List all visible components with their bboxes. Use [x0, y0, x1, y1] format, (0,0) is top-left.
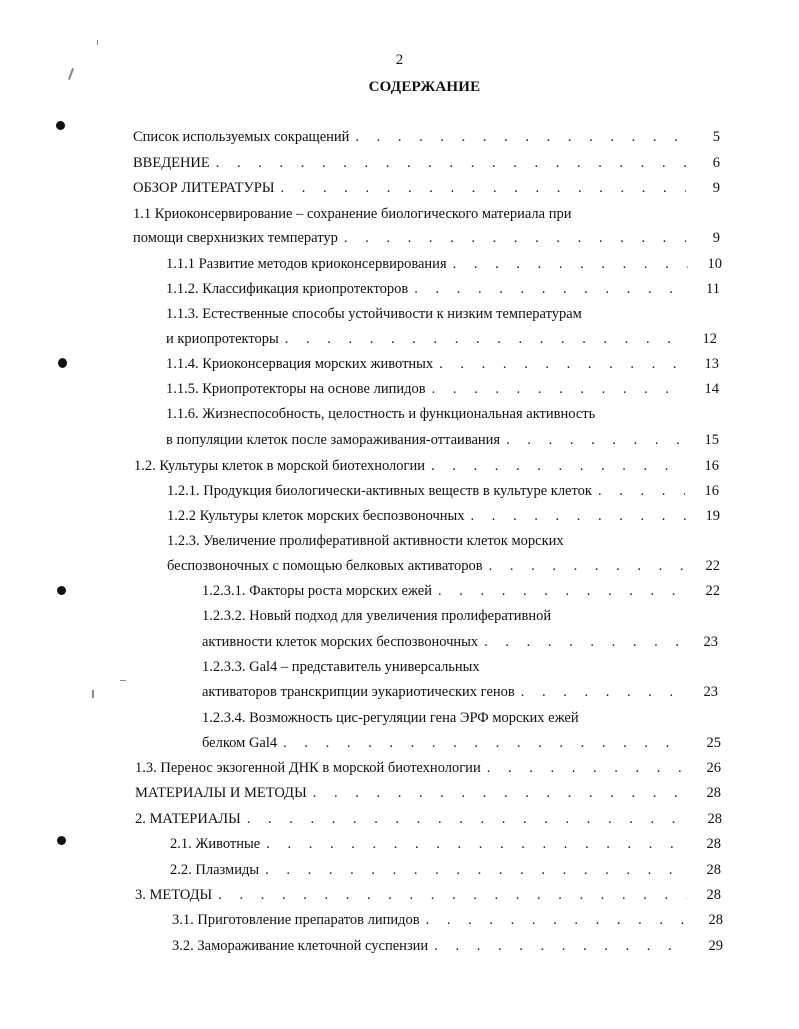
toc-entry	[167, 481, 719, 501]
toc-entry	[170, 860, 721, 880]
entry-first-line: 1.2.3.4. Возможность цис-регуляции гена ЭРФ морских ежей	[202, 710, 579, 726]
entry-page: 15	[704, 432, 719, 448]
dot-leader	[218, 885, 687, 905]
dot-leader	[216, 153, 686, 173]
punch-hole-mark	[58, 358, 67, 368]
entry-text: 1.1.2. Классификация криопротекторов	[166, 281, 409, 297]
dot-leader	[439, 354, 685, 374]
toc-entry	[133, 228, 720, 248]
entry-page: 28	[707, 811, 722, 827]
dot-leader	[521, 682, 684, 702]
toc-entry	[167, 556, 720, 576]
entry-page: 14	[704, 381, 719, 397]
entry-first-line: 1.1.6. Жизнеспособность, целостность и функциональная активность	[166, 406, 596, 422]
toc-entry	[172, 936, 723, 956]
entry-page: 28	[706, 887, 721, 903]
toc-entry	[133, 178, 720, 198]
dot-leader	[438, 581, 686, 601]
entry-page: 23	[703, 684, 718, 700]
toc-entry	[202, 733, 721, 753]
toc-entry	[134, 456, 719, 476]
toc-entry	[133, 127, 720, 147]
dot-leader	[265, 860, 687, 880]
entry-text: и криопротекторы	[166, 331, 279, 347]
entry-text: МАТЕРИАЛЫ И МЕТОДЫ	[135, 785, 307, 801]
dot-leader	[506, 430, 685, 450]
entry-first-line: 1.2.3.3. Gal4 – представитель универсальных	[202, 659, 480, 675]
toc-entry	[166, 379, 719, 399]
entry-first-line: 1.2.3. Увеличение пролиферативной активности клеток морских	[167, 533, 564, 549]
dot-leader	[489, 556, 686, 576]
entry-page: 28	[706, 785, 721, 801]
entry-text: 1.1.1 Развитие методов криоконсервирования	[166, 256, 447, 272]
dot-leader	[453, 254, 688, 274]
entry-page: 10	[707, 256, 722, 272]
punch-hole-mark	[56, 121, 65, 130]
entry-text: Список используемых сокращений	[133, 129, 350, 145]
dot-leader	[426, 910, 689, 930]
dot-leader	[471, 506, 686, 526]
toc-title: СОДЕРЖАНИЕ	[368, 79, 481, 95]
entry-text: в популяции клеток после замораживания-оттаивания	[166, 432, 501, 448]
entry-text: 1.2.2 Культуры клеток морских беспозвоночных	[167, 508, 465, 524]
toc-entry	[133, 153, 720, 173]
toc-entry	[135, 885, 721, 905]
dot-leader	[285, 329, 683, 349]
toc-entry	[166, 354, 719, 374]
entry-page: 13	[704, 356, 719, 372]
toc-entry	[167, 506, 720, 526]
entry-text: активаторов транскрипции эукариотических генов	[202, 684, 515, 700]
entry-text: 1.1.4. Криоконсервация морских животных	[166, 356, 434, 372]
toc-entry	[135, 783, 721, 803]
toc-entry	[170, 834, 721, 854]
entry-text: 1.2.1. Продукция биологически-активных веществ в культуре клеток	[167, 483, 592, 499]
entry-first-line: 1.1 Криоконсервирование – сохранение биологического материала при	[133, 206, 572, 222]
entry-page: 22	[705, 558, 720, 574]
dot-leader	[484, 632, 684, 652]
entry-text: помощи сверхнизких температур	[133, 230, 338, 246]
entry-page: 23	[703, 634, 718, 650]
toc-entry	[172, 910, 723, 930]
entry-text: 1.2.3.1. Факторы роста морских ежей	[202, 583, 433, 599]
entry-text: активности клеток морских беспозвоночных	[202, 634, 479, 650]
dot-leader	[247, 809, 688, 829]
toc-entry	[166, 279, 720, 299]
dot-leader	[432, 379, 685, 399]
entry-page: 12	[702, 331, 717, 347]
entry-page: 9	[712, 180, 720, 196]
entry-page: 28	[706, 836, 721, 852]
entry-first-line: 1.2.3.2. Новый подход для увеличения пролиферативной	[202, 608, 552, 624]
dot-leader	[487, 758, 687, 778]
toc-entry	[135, 809, 722, 829]
dot-leader	[266, 834, 687, 854]
dot-leader	[431, 456, 685, 476]
dot-leader	[313, 783, 687, 803]
entry-text: 2.2. Плазмиды	[170, 862, 260, 878]
scan-mark	[97, 40, 98, 45]
toc-entry	[166, 254, 722, 274]
punch-hole-mark	[57, 836, 66, 845]
entry-text: 3.1. Приготовление препаратов липидов	[172, 912, 420, 928]
entry-page: 9	[712, 230, 720, 246]
entry-text: ОБЗОР ЛИТЕРАТУРЫ	[133, 180, 275, 196]
entry-page: 26	[706, 760, 721, 776]
entry-text: 3.2. Замораживание клеточной суспензии	[172, 938, 429, 954]
dot-leader	[280, 178, 686, 198]
toc-entry	[202, 581, 720, 601]
page-number: 2	[395, 52, 404, 68]
dot-leader	[355, 127, 686, 147]
dot-leader	[283, 733, 687, 753]
entry-page: 25	[706, 735, 721, 751]
dot-leader	[344, 228, 686, 248]
toc-entry	[166, 329, 717, 349]
entry-page: 28	[708, 912, 723, 928]
punch-hole-mark	[57, 586, 66, 595]
dot-leader	[414, 279, 686, 299]
entry-text: 2. МАТЕРИАЛЫ	[135, 811, 241, 827]
toc-entry	[135, 758, 721, 778]
entry-page: 29	[708, 938, 723, 954]
entry-text: 3. МЕТОДЫ	[135, 887, 213, 903]
entry-text: 1.2. Культуры клеток в морской биотехнологии	[134, 458, 425, 474]
entry-text: ВВЕДЕНИЕ	[133, 155, 210, 171]
entry-text: беспозвоночных с помощью белковых активаторов	[167, 558, 483, 574]
scan-mark	[120, 680, 126, 681]
toc-entry	[202, 632, 718, 652]
toc-entry	[166, 430, 719, 450]
entry-page: 5	[712, 129, 720, 145]
entry-page: 28	[706, 862, 721, 878]
dot-leader	[598, 481, 685, 501]
entry-page: 19	[705, 508, 720, 524]
scan-mark	[92, 690, 94, 698]
entry-page: 11	[706, 281, 720, 297]
entry-page: 16	[704, 483, 719, 499]
dot-leader	[434, 936, 689, 956]
entry-first-line: 1.1.3. Естественные способы устойчивости к низким температурам	[166, 306, 582, 322]
entry-text: 1.3. Перенос экзогенной ДНК в морской биотехнологии	[135, 760, 481, 776]
entry-text: 2.1. Животные	[170, 836, 261, 852]
entry-page: 16	[704, 458, 719, 474]
entry-text: 1.1.5. Криопротекторы на основе липидов	[166, 381, 426, 397]
entry-page: 22	[705, 583, 720, 599]
entry-page: 6	[712, 155, 720, 171]
entry-text: белком Gal4	[202, 735, 278, 751]
toc-entry	[202, 682, 718, 702]
